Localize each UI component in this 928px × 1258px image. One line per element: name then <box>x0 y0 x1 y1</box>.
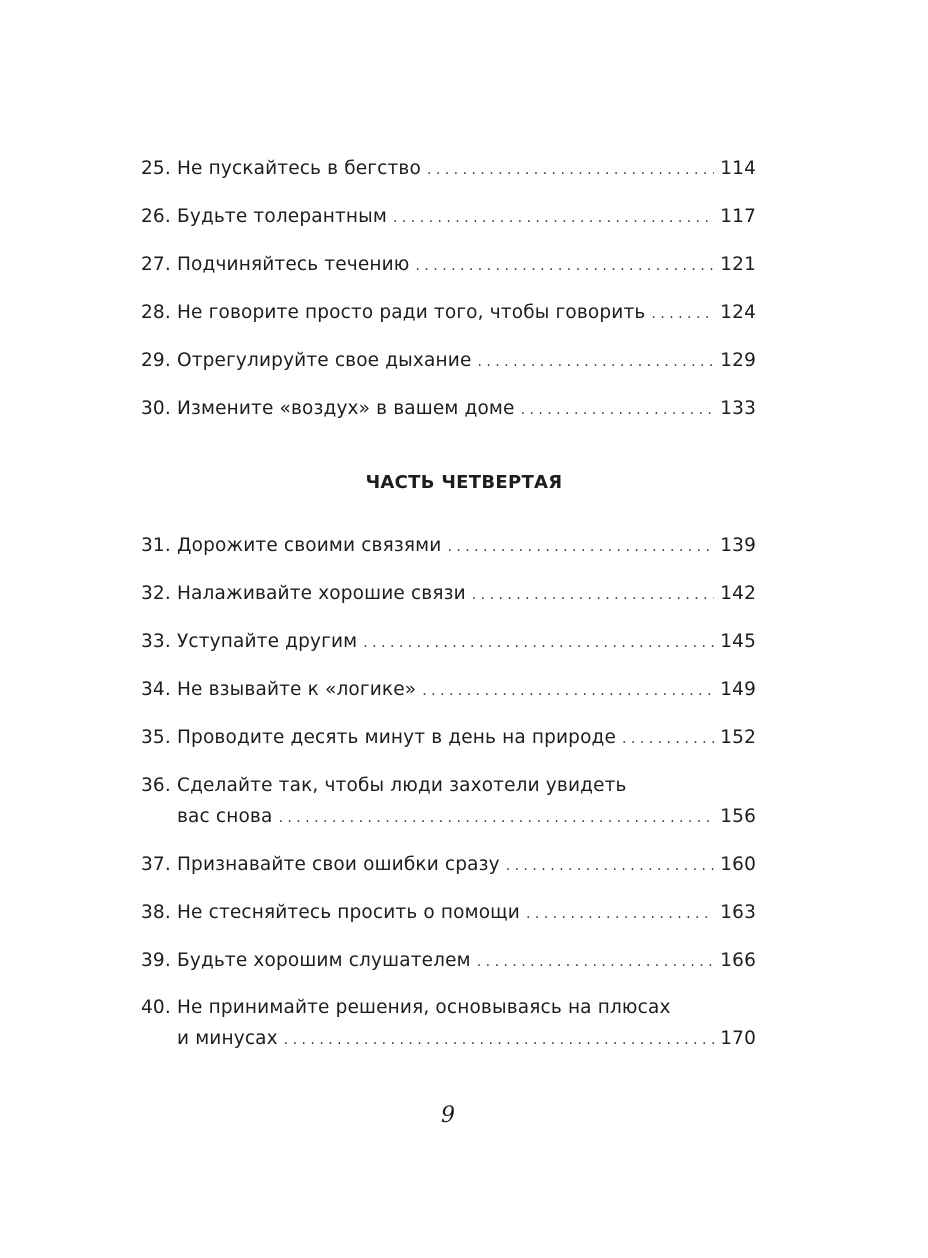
entry-title: Измените «воздух» в вашем доме <box>177 398 515 419</box>
entry-number: 32. <box>141 583 171 604</box>
entry-number: 36. <box>141 775 171 796</box>
entry-page: 170 <box>720 1028 756 1049</box>
entry-page: 149 <box>720 679 756 700</box>
entry-page: 160 <box>720 854 756 875</box>
dot-leader <box>472 580 714 611</box>
entry-title: Будьте хорошим слушателем <box>177 950 471 971</box>
entry-title: Сделайте так, чтобы люди захотели увидеть <box>177 775 627 796</box>
entry-page: 145 <box>720 631 756 652</box>
toc-entry-27 <box>141 249 756 280</box>
dot-leader <box>284 1025 715 1056</box>
toc-entry-36 <box>141 770 756 832</box>
toc-entry-34 <box>141 674 756 705</box>
entry-number: 28. <box>141 302 171 323</box>
dot-leader <box>651 299 714 330</box>
dot-leader <box>477 347 714 378</box>
dot-leader <box>521 395 715 426</box>
entry-number: 31. <box>141 535 171 556</box>
entry-page: 166 <box>720 950 756 971</box>
toc-entry-30 <box>141 393 756 424</box>
entry-number: 38. <box>141 902 171 923</box>
entry-page: 121 <box>720 254 756 275</box>
entry-title: Признавайте свои ошибки сразу <box>177 854 500 875</box>
entry-title: Уступайте другим <box>177 631 358 652</box>
toc-entry-35 <box>141 722 756 753</box>
entry-number: 29. <box>141 350 171 371</box>
toc-entry-26 <box>141 201 756 232</box>
dot-leader <box>477 947 714 978</box>
dot-leader <box>278 803 714 834</box>
entry-page: 156 <box>720 806 756 827</box>
dot-leader <box>416 251 715 282</box>
entry-number: 26. <box>141 206 171 227</box>
dot-leader <box>422 676 714 707</box>
entry-title-continued: вас снова <box>177 806 273 827</box>
toc-entry-37 <box>141 849 756 880</box>
dot-leader <box>447 532 714 563</box>
dot-leader <box>526 899 714 930</box>
entry-title: Не говорите просто ради того, чтобы говорить <box>177 302 646 323</box>
dot-leader <box>427 155 714 186</box>
entry-page: 124 <box>720 302 756 323</box>
entry-number: 27. <box>141 254 171 275</box>
entry-title: Не принимайте решения, основываясь на плюсах <box>177 997 671 1018</box>
dot-leader <box>622 724 714 755</box>
entry-number: 39. <box>141 950 171 971</box>
entry-title: Не стесняйтесь просить о помощи <box>177 902 520 923</box>
toc-entry-32 <box>141 578 756 609</box>
entry-page: 142 <box>720 583 756 604</box>
page-number: 9 <box>441 1103 455 1128</box>
dot-leader <box>506 851 715 882</box>
entry-title: Дорожите своими связями <box>177 535 442 556</box>
entry-number: 37. <box>141 854 171 875</box>
entry-title: Не пускайтесь в бегство <box>177 158 421 179</box>
toc-entry-28 <box>141 297 756 328</box>
entry-title: Налаживайте хорошие связи <box>177 583 466 604</box>
entry-title: Не взывайте к «логике» <box>177 679 417 700</box>
entry-page: 129 <box>720 350 756 371</box>
entry-page: 117 <box>720 206 756 227</box>
entry-number: 33. <box>141 631 171 652</box>
section-heading: ЧАСТЬ ЧЕТВЕРТАЯ <box>365 472 563 493</box>
toc-entry-31 <box>141 530 756 561</box>
entry-page: 152 <box>720 727 756 748</box>
entry-title-continued: и минусах <box>177 1028 278 1049</box>
dot-leader <box>393 203 714 234</box>
entry-title: Проводите десять минут в день на природе <box>177 727 617 748</box>
entry-number: 35. <box>141 727 171 748</box>
entry-number: 25. <box>141 158 171 179</box>
entry-number: 34. <box>141 679 171 700</box>
entry-number: 30. <box>141 398 171 419</box>
entry-page: 114 <box>720 158 756 179</box>
entry-page: 163 <box>720 902 756 923</box>
entry-title: Подчиняйтесь течению <box>177 254 410 275</box>
entry-title: Отрегулируйте свое дыхание <box>177 350 472 371</box>
entry-title: Будьте толерантным <box>177 206 387 227</box>
toc-entry-39 <box>141 945 756 976</box>
toc-entry-25 <box>141 153 756 184</box>
toc-entry-38 <box>141 897 756 928</box>
toc-entry-29 <box>141 345 756 376</box>
toc-entry-40 <box>141 992 756 1054</box>
entry-page: 133 <box>720 398 756 419</box>
dot-leader <box>363 628 714 659</box>
entry-page: 139 <box>720 535 756 556</box>
entry-number: 40. <box>141 997 171 1018</box>
toc-entry-33 <box>141 626 756 657</box>
